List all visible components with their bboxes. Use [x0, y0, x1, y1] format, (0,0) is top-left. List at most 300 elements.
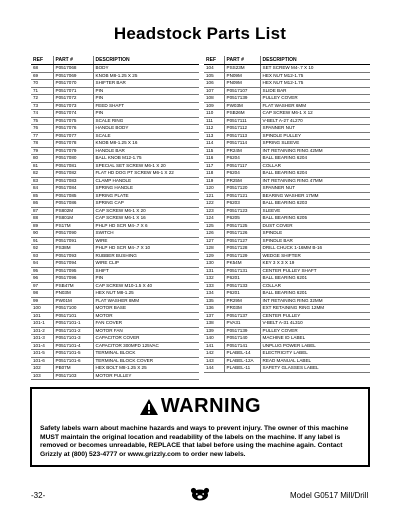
description-cell: PIN [93, 275, 199, 283]
description-cell: UNPLUG POWER LABEL [260, 342, 370, 350]
description-cell: SWITCH [93, 230, 199, 238]
part-number-cell: P0517103 [53, 372, 93, 380]
description-cell: MOTOR FAN [93, 327, 199, 335]
table-row [31, 230, 199, 238]
ref-cell: 101-3 [31, 335, 53, 343]
table-row [204, 140, 370, 148]
ref-cell: 130 [204, 260, 224, 268]
parts-table-right-body [204, 65, 370, 373]
ref-cell: 137 [204, 312, 224, 320]
ref-cell: 140 [204, 335, 224, 343]
description-cell: FEED SHAFT [93, 102, 199, 110]
part-number-cell: PS801M [53, 215, 93, 223]
parts-table-left [31, 56, 199, 380]
part-number-cell: P0517096 [53, 275, 93, 283]
part-number-cell: P0517074 [53, 110, 93, 118]
part-number-cell: P0517082 [53, 170, 93, 178]
table-row [204, 245, 370, 253]
grizzly-bear-logo-icon [189, 487, 211, 501]
table-row [204, 320, 370, 328]
table-row [204, 110, 370, 118]
model-label: Model G0517 Mill/Drill [290, 491, 369, 500]
description-cell: WEDGE SHIFTER [260, 252, 370, 260]
part-number-cell: P0517101 [53, 312, 93, 320]
description-cell: HANDLE BAR [93, 147, 199, 155]
ref-cell: 100 [31, 305, 53, 313]
table-row [204, 290, 370, 298]
part-number-cell: PS802M [53, 207, 93, 215]
ref-cell: 73 [31, 102, 53, 110]
description-cell: FLAT HD DOG PT SCREW M6-1 X 22 [93, 170, 199, 178]
part-number-cell: P0517120 [224, 185, 260, 193]
part-number-cell: P0517107 [224, 87, 260, 95]
description-header: DESCRIPTION [93, 56, 199, 65]
description-cell: SET SCREW M4-.7 X 10 [260, 65, 370, 73]
description-cell: PULLEY COVER [260, 95, 370, 103]
part-number-cell: P0517091 [53, 237, 93, 245]
part-number-cell: P0517101-3 [53, 335, 93, 343]
part-number-cell: P0517094 [53, 260, 93, 268]
ref-cell: 101-2 [31, 327, 53, 335]
part-number-cell: P0517069 [53, 72, 93, 80]
description-cell: PHLP HD SCR M4-.7 X 10 [93, 245, 199, 253]
table-row [31, 267, 199, 275]
table-row [31, 222, 199, 230]
description-cell: CENTER PULLEY SHAFT [260, 267, 370, 275]
ref-cell: 68 [31, 65, 53, 73]
ref-cell: 126 [204, 230, 224, 238]
ref-cell: 74 [31, 110, 53, 118]
warning-heading [32, 395, 368, 418]
description-cell: SPINDLE BAR [260, 237, 370, 245]
table-row [31, 372, 199, 380]
ref-cell: 112 [204, 125, 224, 133]
part-number-cell: P0517128 [224, 245, 260, 253]
description-cell: INT RETAINING RING 42MM [260, 147, 370, 155]
part-number-cell: PS38M [53, 245, 93, 253]
description-cell: V-BELT A-27 4L270 [260, 117, 370, 125]
description-cell: MACHINE ID LABEL [260, 335, 370, 343]
page-title: Headstock Parts List [113, 24, 287, 43]
table-row [204, 342, 370, 350]
table-row [31, 170, 199, 178]
part-number-cell: PR24M [224, 147, 260, 155]
part-number-cell: P0517121 [224, 192, 260, 200]
ref-cell: 144 [204, 365, 224, 373]
description-cell: PIN [93, 87, 199, 95]
ref-cell: 105 [204, 72, 224, 80]
ref-cell: 78 [31, 140, 53, 148]
ref-cell: 118 [204, 170, 224, 178]
description-cell: SCALE RING [93, 117, 199, 125]
ref-cell: 133 [204, 282, 224, 290]
table-row [31, 282, 199, 290]
table-row [204, 155, 370, 163]
ref-cell: 85 [31, 192, 53, 200]
description-cell: CAP SCREW M6-1 X 12 [260, 110, 370, 118]
part-number-cell: P0517090 [53, 230, 93, 238]
table-header-row [204, 56, 370, 65]
ref-cell: 107 [204, 87, 224, 95]
table-row [31, 365, 199, 373]
table-row [31, 327, 199, 335]
part-header: PART # [224, 56, 260, 65]
ref-cell: 103 [31, 372, 53, 380]
ref-cell: 132 [204, 275, 224, 283]
part-number-cell: P0517113 [224, 132, 260, 140]
table-row [204, 282, 370, 290]
part-number-cell: P0517139 [224, 95, 260, 103]
description-cell: INT RETAINING RING 32MM [260, 297, 370, 305]
description-cell: RUBBER BUSHING [93, 252, 199, 260]
ref-cell: 134 [204, 290, 224, 298]
table-row [31, 320, 199, 328]
table-row [204, 297, 370, 305]
part-number-cell: P0517131 [224, 267, 260, 275]
description-cell: CENTER PULLEY [260, 312, 370, 320]
part-number-cell: P0517077 [53, 132, 93, 140]
table-row [31, 200, 199, 208]
part-number-cell: P0517123 [224, 207, 260, 215]
table-row [31, 185, 199, 193]
part-number-cell: PR25M [224, 177, 260, 185]
part-number-cell: PR03M [224, 305, 260, 313]
part-number-cell: P0517080 [53, 155, 93, 163]
part-number-cell: P0517117 [224, 162, 260, 170]
ref-cell: 135 [204, 297, 224, 305]
part-number-cell: P0517101-1 [53, 320, 93, 328]
ref-header: REF [31, 56, 53, 65]
warning-triangle-icon [139, 398, 159, 416]
ref-cell: 102 [31, 365, 53, 373]
description-cell: BALL BEARING 6205 [260, 215, 370, 223]
table-row [31, 80, 199, 88]
ref-cell: 113 [204, 132, 224, 140]
ref-cell: 101-4 [31, 342, 53, 350]
ref-cell: 86 [31, 200, 53, 208]
table-row [204, 162, 370, 170]
description-cell: SHIFT [93, 267, 199, 275]
description-cell: CAP SCREW M10-1.5 X 40 [93, 282, 199, 290]
description-cell: PULLEY COVER [260, 327, 370, 335]
description-cell: BEARING WASHER 17MM [260, 192, 370, 200]
ref-cell: 122 [204, 200, 224, 208]
table-row [31, 237, 199, 245]
table-row [31, 290, 199, 298]
part-number-cell: P0517075 [53, 117, 93, 125]
table-row [204, 365, 370, 373]
description-cell: FAN COVER [93, 320, 199, 328]
part-number-cell: PSB26M [224, 110, 260, 118]
part-number-cell: P6204 [224, 155, 260, 163]
part-number-cell: P0517078 [53, 140, 93, 148]
description-cell: HEX NUT M12-1.75 [260, 72, 370, 80]
ref-cell: 71 [31, 87, 53, 95]
part-number-cell: P0517111 [224, 117, 260, 125]
page-number: -32- [31, 491, 46, 500]
table-row [31, 245, 199, 253]
ref-cell: 96 [31, 275, 53, 283]
part-number-cell: P0517127 [224, 237, 260, 245]
description-cell: BALL BEARING 6201 [260, 290, 370, 298]
description-cell: CAP SCREW M6-1 X 20 [93, 207, 199, 215]
ref-cell: 97 [31, 282, 53, 290]
table-row [31, 117, 199, 125]
ref-cell: 142 [204, 350, 224, 358]
table-row [204, 222, 370, 230]
table-row [31, 95, 199, 103]
ref-cell: 95 [31, 267, 53, 275]
table-row [204, 252, 370, 260]
description-cell: COLLAR [260, 162, 370, 170]
ref-cell: 119 [204, 177, 224, 185]
part-number-cell: PN09M [224, 72, 260, 80]
description-cell: SPINDLE PULLEY [260, 132, 370, 140]
description-cell: KNOB M8-1.25 X 16 [93, 140, 199, 148]
ref-cell: 88 [31, 215, 53, 223]
description-cell: SPECIAL SET SCREW M6-1 X 20 [93, 162, 199, 170]
part-number-cell: P0517137 [224, 312, 260, 320]
table-row [204, 275, 370, 283]
description-cell: SPANNER NUT [260, 125, 370, 133]
table-row [31, 102, 199, 110]
ref-header: REF [204, 56, 224, 65]
ref-cell: 114 [204, 140, 224, 148]
ref-cell: 125 [204, 222, 224, 230]
table-row [204, 185, 370, 193]
part-number-cell: PW03M [224, 102, 260, 110]
table-row [31, 87, 199, 95]
ref-cell: 94 [31, 260, 53, 268]
part-number-cell: PR29M [224, 297, 260, 305]
part-number-cell: P6203 [224, 200, 260, 208]
table-row [204, 312, 370, 320]
ref-cell: 136 [204, 305, 224, 313]
description-cell: SCALE [93, 132, 199, 140]
description-cell: BALL BEARING 6203 [260, 200, 370, 208]
ref-cell: 127 [204, 237, 224, 245]
ref-cell: 104 [204, 65, 224, 73]
table-row [31, 260, 199, 268]
table-row [204, 170, 370, 178]
description-cell: EXT RETAINING RING 12MM [260, 305, 370, 313]
ref-cell: 124 [204, 215, 224, 223]
parts-table-left-body [31, 65, 199, 380]
ref-cell: 101 [31, 312, 53, 320]
ref-cell: 87 [31, 207, 53, 215]
ref-cell: 70 [31, 80, 53, 88]
ref-cell: 115 [204, 147, 224, 155]
ref-cell: 120 [204, 185, 224, 193]
ref-cell: 72 [31, 95, 53, 103]
ref-cell: 99 [31, 297, 53, 305]
description-cell: BALL KNOB M12-1.75 [93, 155, 199, 163]
ref-cell: 123 [204, 207, 224, 215]
table-row [31, 72, 199, 80]
description-cell: V-BELT A-31 4L310 [260, 320, 370, 328]
ref-cell: 89 [31, 222, 53, 230]
ref-cell: 111 [204, 117, 224, 125]
part-number-cell: P0517085 [53, 192, 93, 200]
part-number-cell: P0517084 [53, 185, 93, 193]
part-number-cell: P0517072 [53, 95, 93, 103]
table-row [31, 312, 199, 320]
part-number-cell: P0517133 [224, 282, 260, 290]
table-row [204, 147, 370, 155]
table-row [204, 237, 370, 245]
description-cell: SPRING SLEEVE [260, 140, 370, 148]
table-row [204, 102, 370, 110]
description-header: DESCRIPTION [260, 56, 370, 65]
part-number-cell: P0517083 [53, 177, 93, 185]
description-cell: SPRING HANDLE [93, 185, 199, 193]
part-header: PART # [53, 56, 93, 65]
ref-cell: 101-6 [31, 357, 53, 365]
table-row [31, 177, 199, 185]
table-row [31, 350, 199, 358]
part-number-cell: P0517095 [53, 267, 93, 275]
ref-cell: 143 [204, 357, 224, 365]
warning-text: Safety labels warn about machine hazards and ways to prevent injury. The owner of this machine MUST maintain the original location and readability of the labels on the machine. If any label is removed or becomes unreadable, REPLACE that label before using the machine again. Contact Grizzly at (800) 523-4777 or www.grizzly.com to order new labels. [40, 425, 349, 458]
description-cell: MOTOR BASE [93, 305, 199, 313]
table-row [204, 117, 370, 125]
part-number-cell: P0517086 [53, 200, 93, 208]
part-number-cell: P0517139 [224, 327, 260, 335]
description-cell: WIRE CLIP [93, 260, 199, 268]
part-number-cell: PLABEL-11 [224, 365, 260, 373]
table-row [204, 215, 370, 223]
part-number-cell: P0517112 [224, 125, 260, 133]
part-number-cell: P0517101-4 [53, 342, 93, 350]
table-row [31, 207, 199, 215]
description-cell: HEX NUT M12-1.75 [260, 80, 370, 88]
part-number-cell: P6201 [224, 275, 260, 283]
table-row [204, 95, 370, 103]
description-cell: FLAT WASHER 6MM [260, 102, 370, 110]
description-cell: FLAT WASHER 8MM [93, 297, 199, 305]
table-row [31, 252, 199, 260]
description-cell: DRILL CHUCK 1-16MM B-16 [260, 245, 370, 253]
table-row [204, 230, 370, 238]
part-number-cell: P6201 [224, 290, 260, 298]
table-row [204, 357, 370, 365]
table-row [31, 215, 199, 223]
table-row [31, 275, 199, 283]
description-cell: MOTOR [93, 312, 199, 320]
ref-cell: 82 [31, 170, 53, 178]
description-cell: SLIDE BAR [260, 87, 370, 95]
part-number-cell: PW01M [53, 297, 93, 305]
part-number-cell: P0517114 [224, 140, 260, 148]
part-number-cell: P0517071 [53, 87, 93, 95]
description-cell: SHIFTER BAR [93, 80, 199, 88]
ref-cell: 117 [204, 162, 224, 170]
part-number-cell: PB07M [53, 365, 93, 373]
ref-cell: 131 [204, 267, 224, 275]
table-row [31, 147, 199, 155]
ref-cell: 90 [31, 230, 53, 238]
warning-title: WARNING [160, 395, 262, 417]
description-cell: SLEEVE [260, 207, 370, 215]
table-row [204, 72, 370, 80]
part-number-cell: P0517141 [224, 342, 260, 350]
table-row [204, 327, 370, 335]
table-row [204, 335, 370, 343]
ref-cell: 139 [204, 327, 224, 335]
ref-cell: 83 [31, 177, 53, 185]
part-number-cell: P6205 [224, 215, 260, 223]
table-row [31, 140, 199, 148]
table-row [204, 192, 370, 200]
ref-cell: 98 [31, 290, 53, 298]
description-cell: WIRE [93, 237, 199, 245]
description-cell: MOTOR PULLEY [93, 372, 199, 380]
description-cell: HEX NUT M8-1.25 [93, 290, 199, 298]
table-row [31, 342, 199, 350]
part-number-cell: PLABEL-12A [224, 357, 260, 365]
part-number-cell: P0517101-6 [53, 357, 93, 365]
table-row [204, 207, 370, 215]
part-number-cell: P0517129 [224, 252, 260, 260]
description-cell: CAP SCREW M6-1 X 16 [93, 215, 199, 223]
table-row [204, 132, 370, 140]
description-cell: SAFETY GLASSES LABEL [260, 365, 370, 373]
description-cell: PHLP HD SCR M4-.7 X 6 [93, 222, 199, 230]
table-row [204, 200, 370, 208]
part-number-cell: P0517079 [53, 147, 93, 155]
description-cell: TERMINAL BLOCK [93, 350, 199, 358]
part-number-cell: P0517073 [53, 102, 93, 110]
description-cell: INT RETAINING RING 47MM [260, 177, 370, 185]
ref-cell: 93 [31, 252, 53, 260]
part-number-cell: PS17M [53, 222, 93, 230]
ref-cell: 141 [204, 342, 224, 350]
table-row [31, 132, 199, 140]
description-cell: ELECTRICITY LABEL [260, 350, 370, 358]
part-number-cell: P0517076 [53, 125, 93, 133]
ref-cell: 128 [204, 245, 224, 253]
table-row [31, 110, 199, 118]
ref-cell: 75 [31, 117, 53, 125]
part-number-cell: P0517068 [53, 65, 93, 73]
ref-cell: 80 [31, 155, 53, 163]
description-cell: KEY 3 X 3 X 19 [260, 260, 370, 268]
ref-cell: 69 [31, 72, 53, 80]
description-cell: HEX BOLT M8-1.25 X 25 [93, 365, 199, 373]
ref-cell: 81 [31, 162, 53, 170]
ref-cell: 108 [204, 95, 224, 103]
part-number-cell: P0517081 [53, 162, 93, 170]
description-cell: CAPACITOR 300MFD 125VAC [93, 342, 199, 350]
part-number-cell: PN09M [224, 80, 260, 88]
description-cell: SPINDLE [260, 230, 370, 238]
table-header-row [31, 56, 199, 65]
part-number-cell: PVA31 [224, 320, 260, 328]
parts-table-right [204, 56, 370, 373]
part-number-cell: P0517093 [53, 252, 93, 260]
ref-cell: 116 [204, 155, 224, 163]
table-row [31, 125, 199, 133]
ref-cell: 109 [204, 102, 224, 110]
ref-cell: 106 [204, 80, 224, 88]
description-cell: READ MANUAL LABEL [260, 357, 370, 365]
part-number-cell: P0517126 [224, 230, 260, 238]
description-cell: BALL BEARING 6204 [260, 170, 370, 178]
table-row [31, 155, 199, 163]
description-cell: SPRING CAP [93, 200, 199, 208]
part-number-cell: P0517125 [224, 222, 260, 230]
description-cell: PIN [93, 95, 199, 103]
